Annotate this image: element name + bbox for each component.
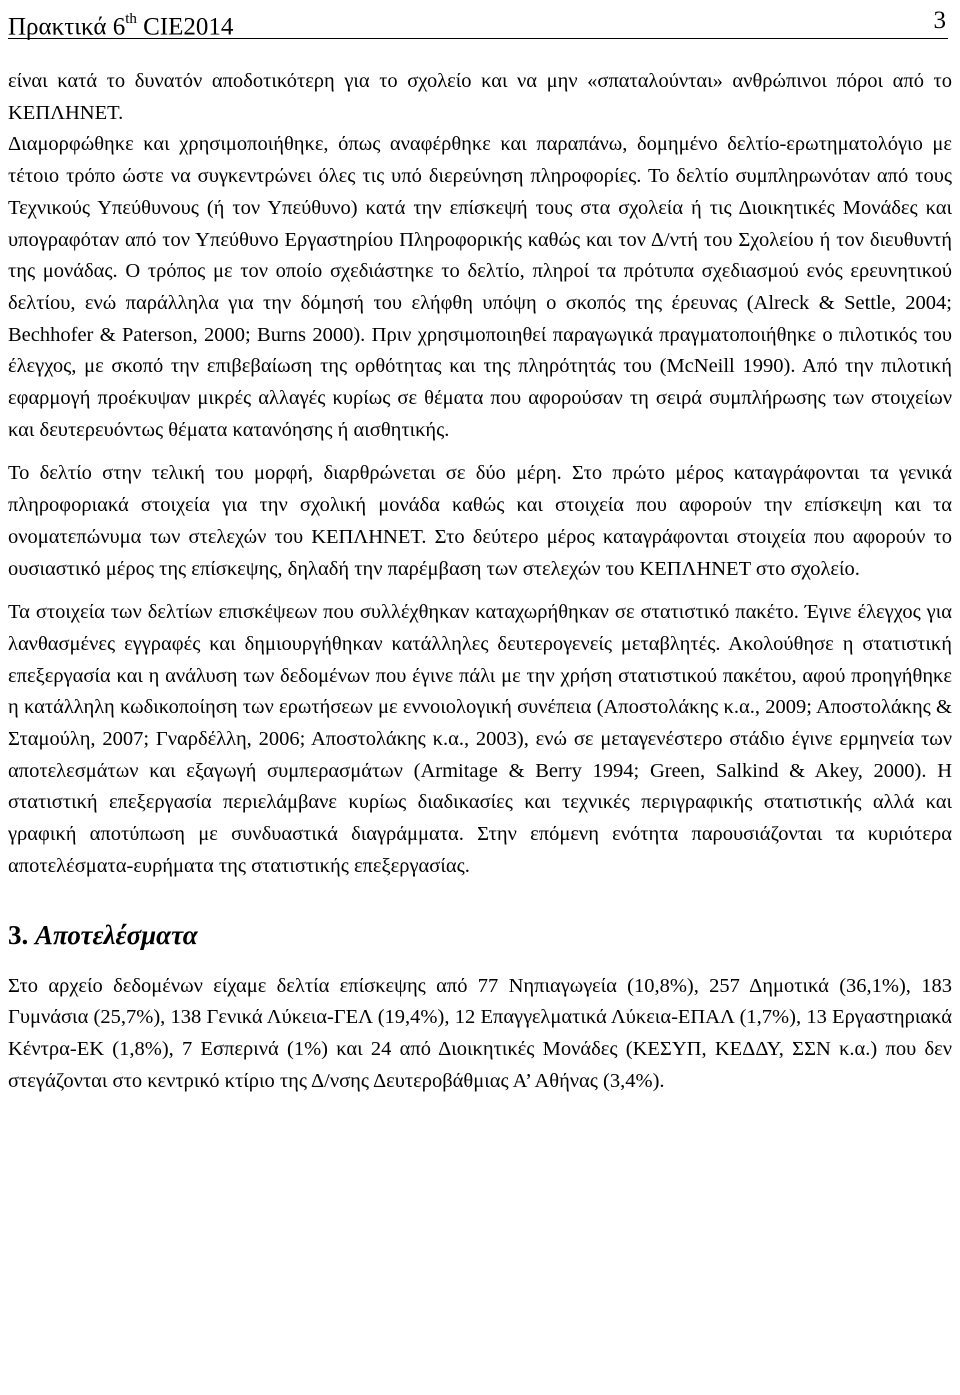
title-prefix: Πρακτικά 6 [8,13,126,41]
page-header [8,4,948,39]
section-title: Αποτελέσματα [35,919,198,950]
results-paragraph: Στο αρχείο δεδομένων είχαμε δελτία επίσκεψης από 77 Νηπιαγωγεία (10,8%), 257 Δημοτικά (36,1%), 183 Γυμνάσια (25,7%), 138 Γενικά Λύκεια-ΓΕΛ (19,4%), 12 Επαγγελματικά Λύκεια-ΕΠΑΛ (1,7%), 13 Εργαστηριακά Κέντρα-ΕΚ (1,8%), 7 Εσπερινά (1%) και 24 από Διοικητικές Μονάδες (ΚΕΣΥΠ, ΚΕΔΔΥ, ΣΣΝ κ.α.) που δεν στεγάζονται στο κεντρικό κτίριο της Δ/νσης Δευτεροβάθμιας Α’ Αθήνας (3,4%). [8,974,952,1092]
title-suffix: CIE2014 [136,13,234,41]
section-heading [8,917,952,953]
page-body [8,66,952,1097]
title-superscript: th [125,11,137,27]
paragraph-1: είναι κατά το δυνατόν αποδοτικότερη για το σχολείο και να μην «σπαταλούνται» ανθρώπινοι πόροι από το ΚΕΠΛΗΝΕΤ. [8,70,952,124]
paragraph-3: Το δελτίο στην τελική του μορφή, διαρθρώνεται σε δύο μέρη. Στο πρώτο μέρος καταγράφονται τα γενικά πληροφοριακά στοιχεία για την σχολική μονάδα καθώς και στοιχεία που αφορούν την επίσκεψη και τα ονοματεπώνυμα των στελεχών του ΚΕΠΛΗΝΕΤ. Στο δεύτερο μέρος καταγράφονται στοιχεία που αφορούν το ουσιαστικό μέρος της επίσκεψης, δηλαδή την παρέμβαση των στελεχών του ΚΕΠΛΗΝΕΤ στο σχολείο. [8,462,952,580]
proceedings-title [8,6,233,42]
section-number: 3. [8,919,29,950]
page-number: 3 [933,7,946,34]
paragraph-2: Διαμορφώθηκε και χρησιμοποιήθηκε, όπως αναφέρθηκε και παραπάνω, δομημένο δελτίο-ερωτηματολόγιο με τέτοιο τρόπο ώστε να συγκεντρώνει όλες τις υπό διερεύνηση πληροφορίες. Το δελτίο συμπληρωνόταν από τους Τεχνικούς Υπεύθυνους (ή τον Υπεύθυνο) κατά την επίσκεψή τους στα σχολεία ή τις Διοικητικές Μονάδες και υπογραφόταν από τον Υπεύθυνο Εργαστηρίου Πληροφορικής καθώς και τον Δ/ντή του Σχολείου ή τον διευθυντή της μονάδας. Ο τρόπος με τον οποίο σχεδιάστηκε το δελτίο, πληροί τα πρότυπα σχεδιασμού ενός ερευνητικού δελτίου, ενώ παράλληλα για την δόμησή του ελήφθη υπόψη ο σκοπός της έρευνας (Alreck & Settle, 2004; Bechhofer & Paterson, 2000; Burns 2000). Πριν χρησιμοποιηθεί παραγωγικά πραγματοποιήθηκε ο πιλοτικός του έλεγχος, με σκοπό την επιβεβαίωση της ορθότητας και της πληρότητάς του (McNeill 1990). Από την πιλοτική εφαρμογή προέκυψαν μικρές αλλαγές κυρίως σε θέματα που αφορούσαν τη σειρά συμπλήρωσης των στοιχείων και δευτερευόντως θέματα κατανόησης ή αισθητικής. [8,133,952,441]
paragraph-4: Τα στοιχεία των δελτίων επισκέψεων που συλλέχθηκαν καταχωρήθηκαν σε στατιστικό πακέτο. Έγινε έλεγχος για λανθασμένες εγγραφές και δημιουργήθηκαν κατάλληλες δευτερογενείς μεταβλητές. Ακολούθησε η στατιστική επεξεργασία και η ανάλυση των δεδομένων που έγινε πάλι με την χρήση στατιστικού πακέτου, αφού προηγήθηκε η κατάλληλη κωδικοποίηση των ερωτήσεων με εννοιολογική συνέπεια (Αποστολάκης κ.α., 2009; Αποστολάκης & Σταμούλη, 2007; Γναρδέλλη, 2006; Αποστολάκης κ.α., 2003), ενώ σε μεταγενέστερο στάδιο έγινε ερμηνεία των αποτελεσμάτων και εξαγωγή συμπερασμάτων (Armitage & Berry 1994; Green, Salkind & Akey, 2000). Η στατιστική επεξεργασία περιελάμβανε κυρίως διαδικασίες και τεχνικές περιγραφικής στατιστικής αλλά και γραφική αποτύπωση με συνδυαστικά διαγράμματα. Στην επόμενη ενότητα παρουσιάζονται τα κυριότερα αποτελέσματα-ευρήματα της στατιστικής επεξεργασίας. [8,601,952,877]
